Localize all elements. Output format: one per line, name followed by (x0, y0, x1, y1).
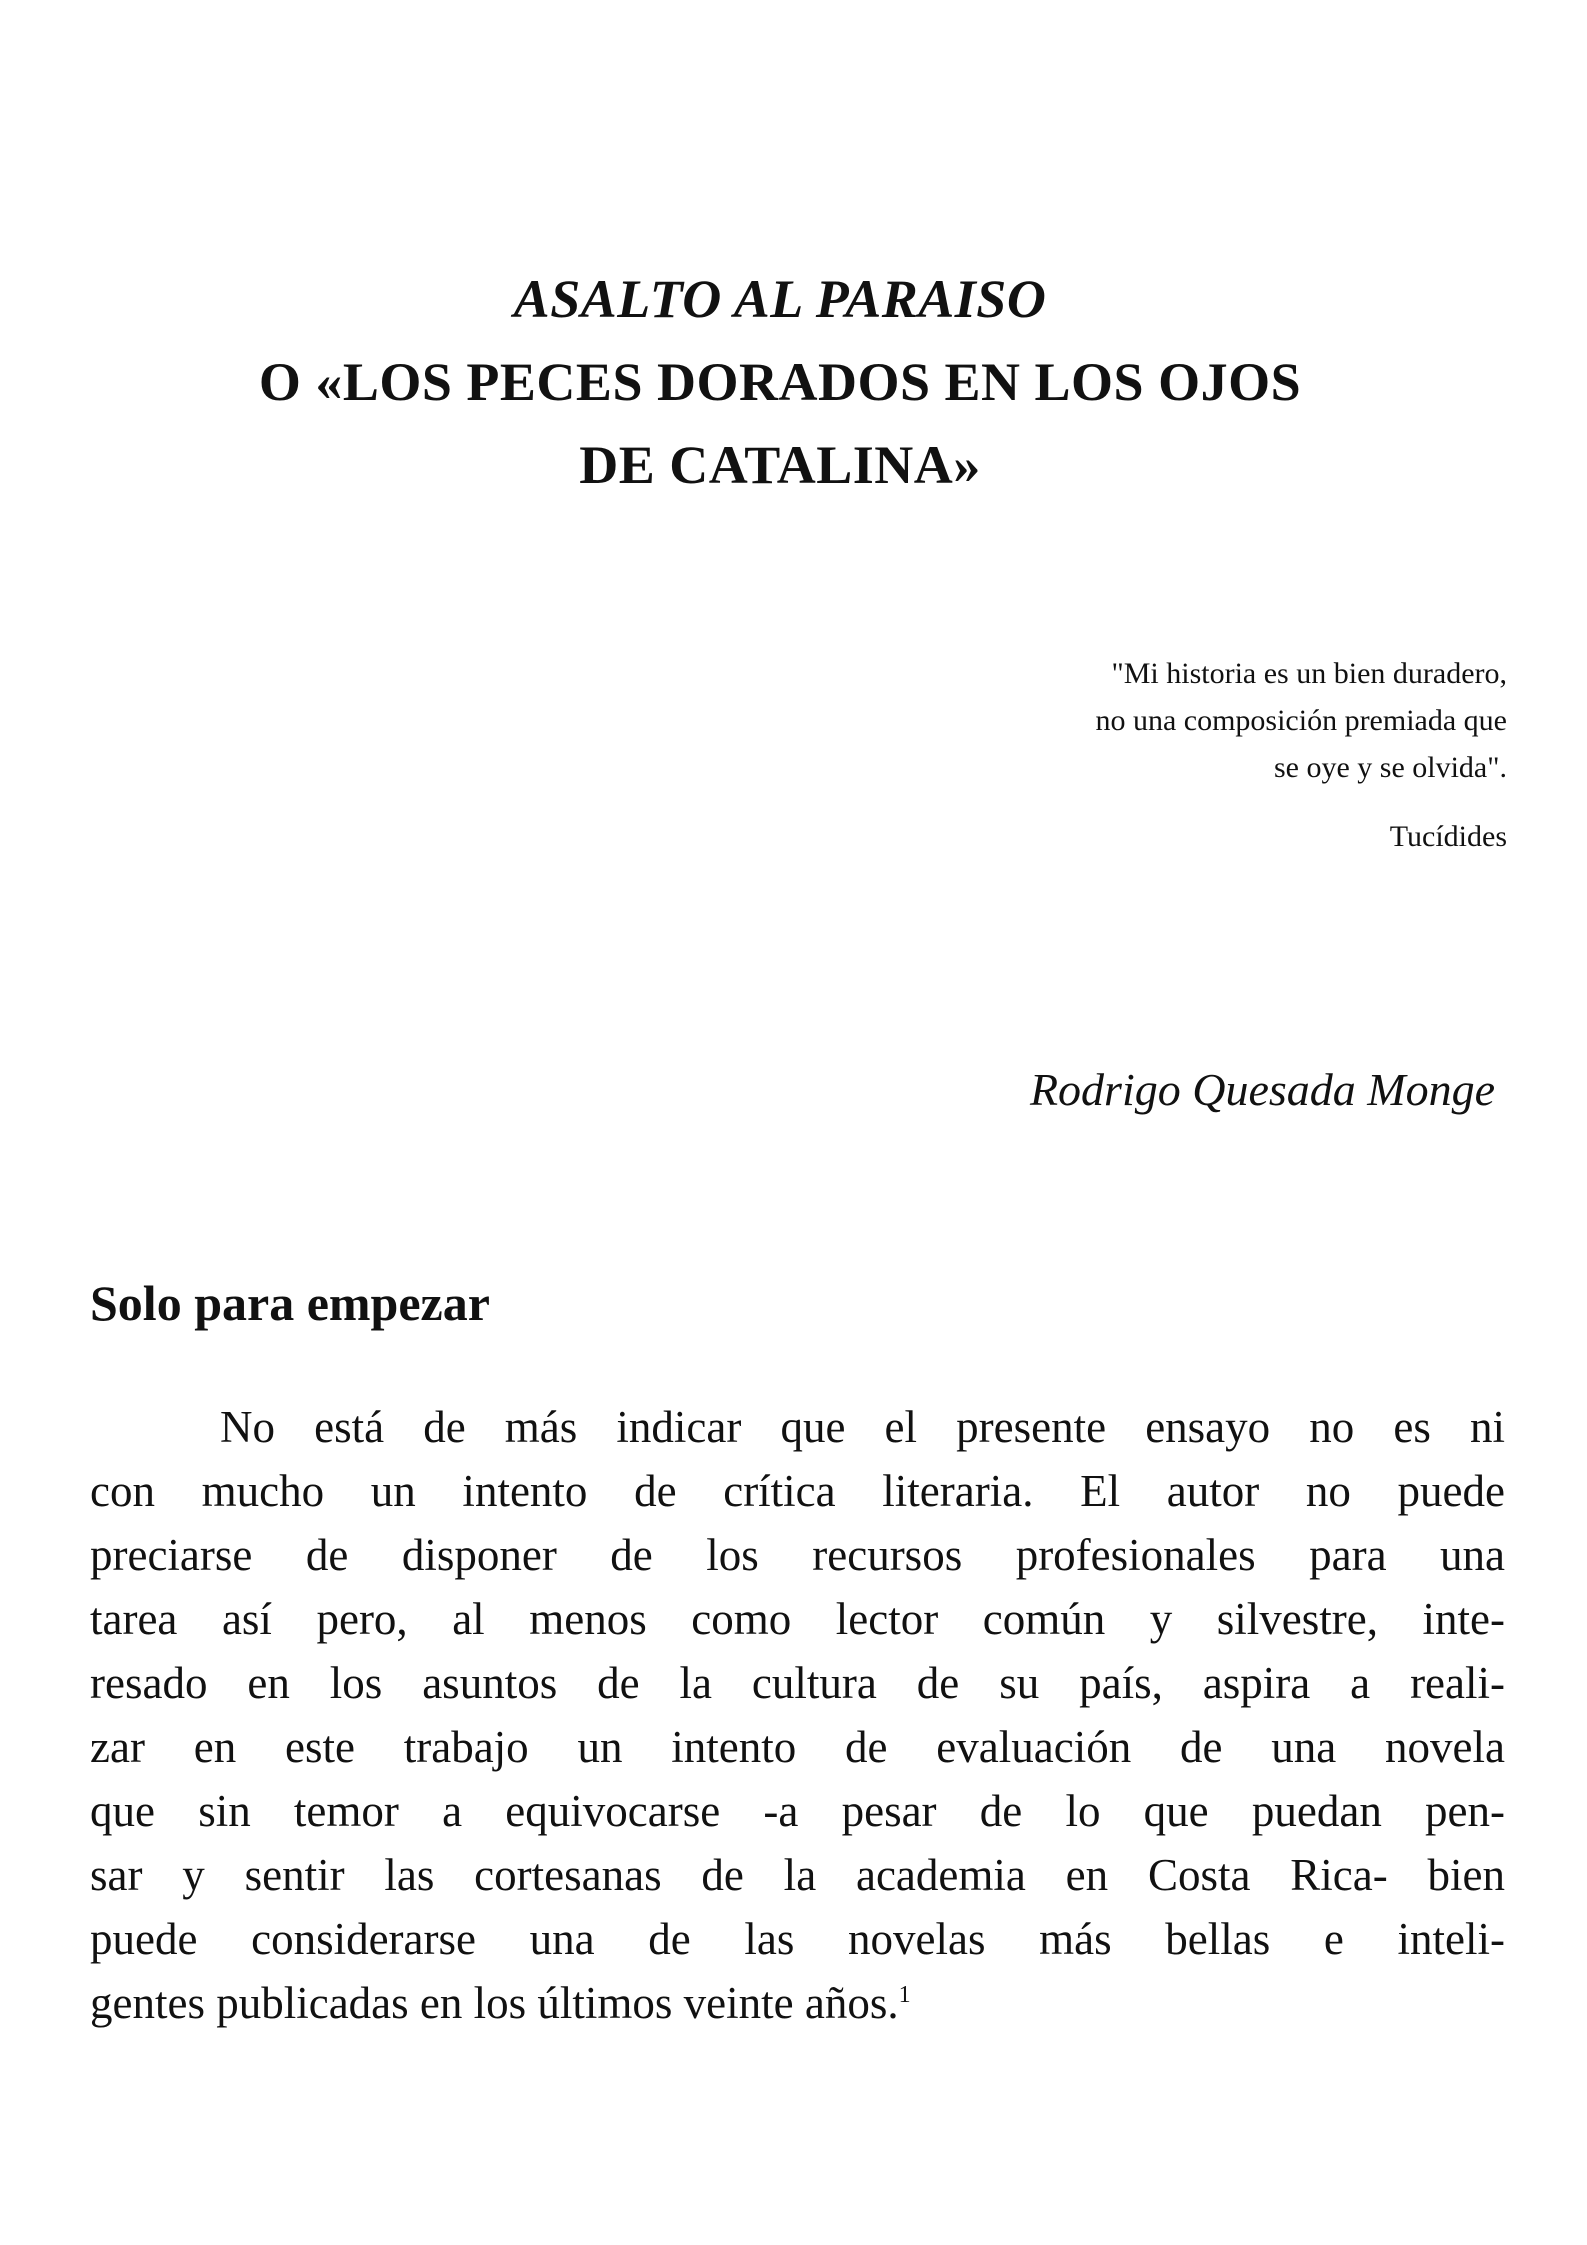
paragraph-line: tarea así pero, al menos como lector común y silvestre, inte- (90, 1594, 1505, 1644)
paragraph-line: que sin temor a equivocarse -a pesar de lo que puedan pen- (90, 1786, 1505, 1836)
paragraph-line: con mucho un intento de crítica literaria. El autor no puede (90, 1466, 1505, 1516)
epigraph-line-3: se oye y se olvida". (1273, 751, 1507, 784)
paragraph-line: No está de más indicar que el presente ensayo no es ni (220, 1402, 1505, 1452)
paragraph-line-last (90, 1971, 1505, 2035)
title-line-3: DE CATALINA» (579, 435, 981, 495)
title-line-1: ASALTO AL PARAISO (513, 269, 1047, 329)
epigraph (707, 650, 1507, 860)
paragraph-line-last-text: gentes publicadas en los últimos veinte años. (90, 1978, 899, 2028)
section-heading: Solo para empezar (90, 1275, 490, 1331)
paragraph-line: resado en los asuntos de la cultura de su país, aspira a reali- (90, 1658, 1505, 1708)
paragraph-line: sar y sentir las cortesanas de la academia en Costa Rica- bien (90, 1850, 1505, 1900)
epigraph-line-2: no una composición premiada que (1095, 704, 1507, 737)
body-paragraph (90, 1395, 1505, 2035)
paragraph-line: puede considerarse una de las novelas más bellas e inteli- (90, 1914, 1505, 1964)
paragraph-line: zar en este trabajo un intento de evaluación de una novela (90, 1722, 1505, 1772)
epigraph-line-1: "Mi historia es un bien duradero, (1111, 657, 1507, 690)
footnote-marker[interactable]: 1 (898, 1982, 911, 2008)
title-line-2: O «LOS PECES DORADOS EN LOS OJOS (258, 352, 1302, 412)
article-title (180, 258, 1380, 507)
epigraph-attribution: Tucídides (1389, 820, 1507, 853)
author-name: Rodrigo Quesada Monge (1029, 1064, 1495, 1115)
paragraph-line: preciarse de disponer de los recursos profesionales para una (90, 1530, 1505, 1580)
